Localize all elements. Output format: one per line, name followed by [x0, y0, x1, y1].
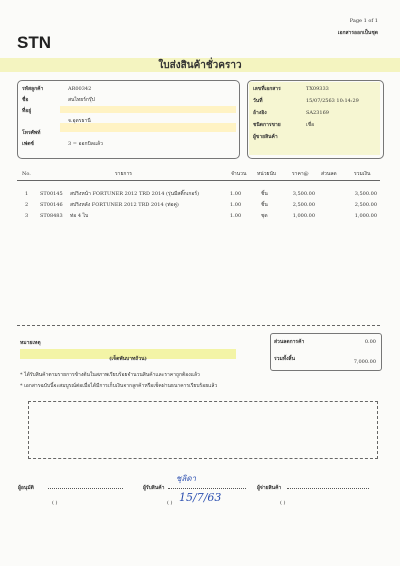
row-desc: สปริงหน้า FORTUNER 2012 TRD 2014 (รุ่นมีสติ๊กเกอร์) — [70, 191, 200, 197]
customer-box — [17, 80, 240, 159]
doc-date: 15/07/2563 10:14:29 — [306, 98, 359, 104]
discount-label: ส่วนลดการค้า — [274, 339, 305, 345]
row-no: 2 — [25, 202, 29, 208]
row-desc: ท่อ 4 ไบ — [70, 213, 89, 219]
customer-address-label: ที่อยู่ — [22, 108, 32, 114]
row-price: 1,000.00 — [292, 213, 315, 219]
row-qty: 1.00 — [230, 202, 242, 208]
row-total: 2,500.00 — [354, 202, 377, 208]
row-qty: 1.00 — [230, 191, 242, 197]
sender-label: ผู้ขายสินค้า — [253, 134, 278, 140]
handwritten-name: ชุลิดา — [176, 474, 197, 483]
col-discount: ส่วนลด — [321, 171, 337, 177]
summary-divider — [17, 325, 380, 326]
row-code: ST00146 — [40, 202, 63, 208]
row-no: 1 — [25, 191, 29, 197]
approver-label: ผู้อนุมัติ — [18, 485, 34, 491]
doc-no: TX09333 — [306, 86, 329, 92]
row-total: 3,500.00 — [354, 191, 377, 197]
row-qty: 1.00 — [230, 213, 242, 219]
amount-in-words: (เจ็ดพันบาทถ้วน) — [109, 356, 147, 362]
phone-highlight — [60, 123, 236, 132]
info-highlight — [249, 82, 380, 155]
doc-no-label: เลขที่เอกสาร — [253, 86, 281, 92]
row-unit: ชิ้น — [261, 191, 268, 197]
page-number: Page 1 of 1 — [349, 18, 378, 24]
giver-line — [287, 488, 369, 489]
handwritten-date: 15/7/63 — [179, 491, 222, 504]
row-price: 3,500.00 — [292, 191, 315, 197]
customer-phone-label: โทรศัพท์ — [22, 130, 41, 136]
col-no: No. — [22, 171, 31, 177]
col-item: รายการ — [115, 171, 132, 177]
remark-label: หมายเหตุ — [20, 340, 41, 346]
price-level-label: เฟดซ์ — [22, 141, 34, 147]
row-code: ST08483 — [40, 213, 63, 219]
receiver-line — [168, 488, 246, 489]
col-price: ราคา@ — [292, 171, 309, 177]
address-highlight — [60, 106, 236, 113]
customer-code: AR00342 — [68, 86, 92, 92]
doc-set-label: เอกสารออกเป็นชุด — [337, 30, 378, 36]
row-unit: ชุด — [261, 213, 268, 219]
customer-code-label: รหัสลูกค้า — [22, 86, 44, 92]
approver-line — [48, 488, 123, 489]
customer-address: จ.อุดรธานี — [68, 118, 91, 124]
col-unit: หน่วยนับ — [257, 171, 277, 177]
row-code: ST00145 — [40, 191, 63, 197]
row-desc: สปริงหลัง FORTUNER 2012 TRD 2014 (ท่อคู่) — [70, 202, 179, 208]
doc-date-label: วันที่ — [253, 98, 263, 104]
row-unit: ชิ้น — [261, 202, 268, 208]
giver-paren: ( ) — [280, 500, 286, 506]
doc-ref-label: อ้างอิง — [253, 110, 267, 116]
receiver-label: ผู้รับสินค้า — [143, 485, 165, 491]
remarks-box — [28, 401, 378, 459]
company-logo: STN — [17, 33, 51, 52]
receiver-paren: ( ) — [167, 500, 173, 506]
row-price: 2,500.00 — [292, 202, 315, 208]
row-total: 1,000.00 — [354, 213, 377, 219]
col-total: รวมเงิน — [354, 171, 371, 177]
approver-paren: ( ) — [52, 500, 58, 506]
note-payment: * เอกสารฉบับนี้จะสมบูรณ์ต่อเมื่อได้มีการเก็บเงินจากลูกค้าหรือเช็คผ่านธนาคารเรียบร้อยแล้ว — [20, 383, 218, 389]
table-header-rule — [17, 180, 380, 181]
total-value: 7,000.00 — [353, 359, 376, 365]
document-title: ใบส่งสินค้าชั่วคราว — [158, 60, 242, 71]
doc-ref: SA23169 — [306, 110, 329, 116]
discount-value: 0.00 — [364, 339, 376, 345]
giver-label: ผู้จ่ายสินค้า — [257, 485, 282, 491]
customer-name-label: ชื่อ — [22, 97, 29, 103]
col-qty: จำนวน — [231, 171, 247, 177]
customer-name: สนไทยร์กรุ๊ป — [68, 97, 95, 103]
note-received: * ได้รับสินค้าตามรายการข้างต้นในสภาพเรียบร้อยจำนวนสินค้าและราคาถูกต้องแล้ว — [20, 372, 200, 378]
total-label: รวมทั้งสิ้น — [274, 356, 295, 362]
row-no: 3 — [25, 213, 29, 219]
sale-type-label: ชนิดการขาย — [253, 122, 281, 128]
price-level: 3 = ออกบิลแล้ว — [68, 141, 103, 147]
sale-type: เชื่อ — [306, 122, 315, 128]
